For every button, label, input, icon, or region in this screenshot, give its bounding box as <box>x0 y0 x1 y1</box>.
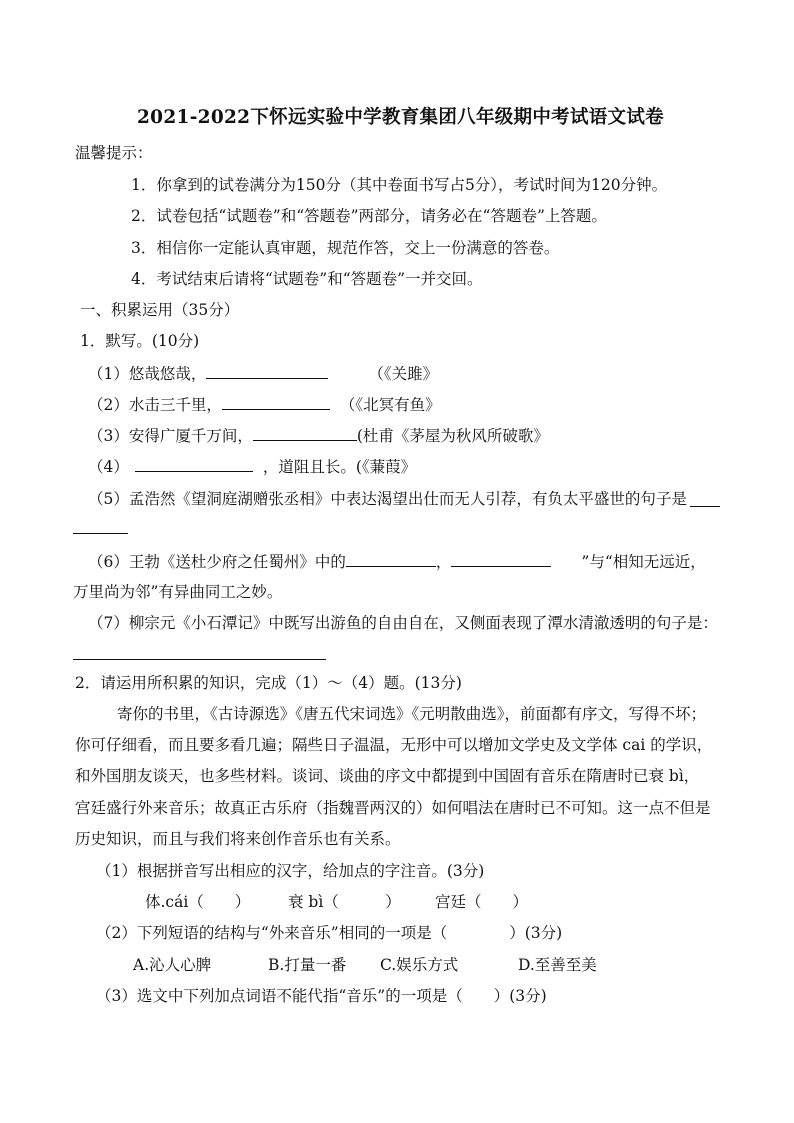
item-text: （6）王勃《送杜少府之任蜀州》中的 <box>88 553 346 571</box>
item-source: (杜甫《茅屋为秋风所破歌》 <box>356 427 549 445</box>
dictation-item <box>88 455 416 478</box>
passage-line: 和外国朋友谈天，也多些材料。谈词、谈曲的序文中都提到中国固有音乐在隋唐时已衰 bì， <box>75 767 700 785</box>
dictation-item <box>88 424 549 447</box>
choice-option[interactable]: C.娱乐方式 <box>380 956 459 974</box>
item-text: （3）安得广厦千万间， <box>88 427 253 445</box>
sub-question: （2）下列短语的结构与“外来音乐”相同的一项是（ ）(3分) <box>96 924 563 942</box>
dictation-item <box>88 550 706 573</box>
question-heading: 1．默写。(10分) <box>80 332 200 350</box>
sub-question: （1）根据拼音写出相应的汉字，给加点的字注音。(3分) <box>96 862 485 880</box>
answer-blank[interactable] <box>73 533 128 534</box>
passage-line: 寄你的书里，《古诗源选》《唐五代宋词选》《元明散曲选》，前面都有序文，写得不坏； <box>117 705 707 723</box>
answer-blank[interactable] <box>253 424 357 441</box>
dictation-item-continued: 万里尚为邻”有异曲同工之妙。 <box>73 583 283 601</box>
passage-line: 宫廷盛行外来音乐；故真正古乐府（指魏晋两汉的）如何唱法在唐时已不可知。这一点不但是 <box>75 799 711 817</box>
question-heading: 2．请运用所积累的知识，完成（1）～（4）题。(13分) <box>75 674 462 692</box>
tip-item: 3．相信你一定能认真审题，规范作答，交上一份满意的答卷。 <box>131 239 560 257</box>
item-text: ”与“相知无远近， <box>581 553 706 571</box>
pinyin-item[interactable]: 衰 bì（ ） <box>288 893 401 911</box>
item-source: ，道阻且长。(《蒹葭》 <box>262 458 417 476</box>
section-heading: 一、积累运用（35分） <box>80 301 240 319</box>
choice-option[interactable]: D.至善至美 <box>518 956 597 974</box>
passage-line: 历史知识，而且与我们将来创作音乐也有关系。 <box>75 830 401 848</box>
answer-blank[interactable] <box>73 659 326 660</box>
dictation-item <box>88 362 438 385</box>
item-source: （《关雎》 <box>368 365 439 383</box>
tip-item: 4．考试结束后请将“试题卷”和“答题卷”一并交回。 <box>131 270 483 288</box>
tip-item: 2．试卷包括“试题卷”和“答题卷”两部分，请务必在“答题卷”上答题。 <box>131 207 607 225</box>
dictation-item <box>88 488 687 510</box>
answer-blank[interactable] <box>690 506 720 507</box>
answer-blank[interactable] <box>346 550 436 567</box>
answer-blank[interactable] <box>135 455 253 472</box>
answer-blank[interactable] <box>222 393 330 410</box>
pinyin-item[interactable]: 体.cái（ ） <box>145 893 251 911</box>
exam-title: 2021-2022下怀远实验中学教育集团八年级期中考试语文试卷 <box>137 107 664 128</box>
tips-heading: 温馨提示： <box>75 144 153 162</box>
item-source: （《北冥有鱼》 <box>339 396 441 414</box>
sub-question: （3）选文中下列加点词语不能代指“音乐”的一项是（ ）(3分) <box>96 987 547 1005</box>
dictation-item <box>88 612 718 634</box>
answer-blank[interactable] <box>451 550 551 567</box>
tip-item: 1．你拿到的试卷满分为150分（其中卷面书写占5分），考试时间为120分钟。 <box>131 176 668 194</box>
answer-blank[interactable] <box>206 362 328 379</box>
choice-option[interactable]: A.沁人心脾 <box>133 956 212 974</box>
passage-line: 你可仔细看，而且要多看几遍；隔些日子温温，无形中可以增加文学史及文学体 cai 的学识， <box>75 736 713 754</box>
item-text: （4） <box>88 458 129 476</box>
choice-option[interactable]: B.打量一番 <box>268 956 347 974</box>
item-text: （5）孟浩然《望洞庭湖赠张丞相》中表达渴望出仕而无人引荐，有负太平盛世的句子是 <box>88 490 687 508</box>
item-text: （1）悠哉悠哉， <box>88 365 207 383</box>
item-text: （7）柳宗元《小石潭记》中既写出游鱼的自由自在，又侧面表现了潭水清澈透明的句子是： <box>88 614 718 632</box>
pinyin-item[interactable]: 宫廷（ ） <box>435 893 529 911</box>
dictation-item <box>88 393 441 416</box>
item-separator: ， <box>435 553 452 571</box>
item-text: （2）水击三千里， <box>88 396 222 414</box>
